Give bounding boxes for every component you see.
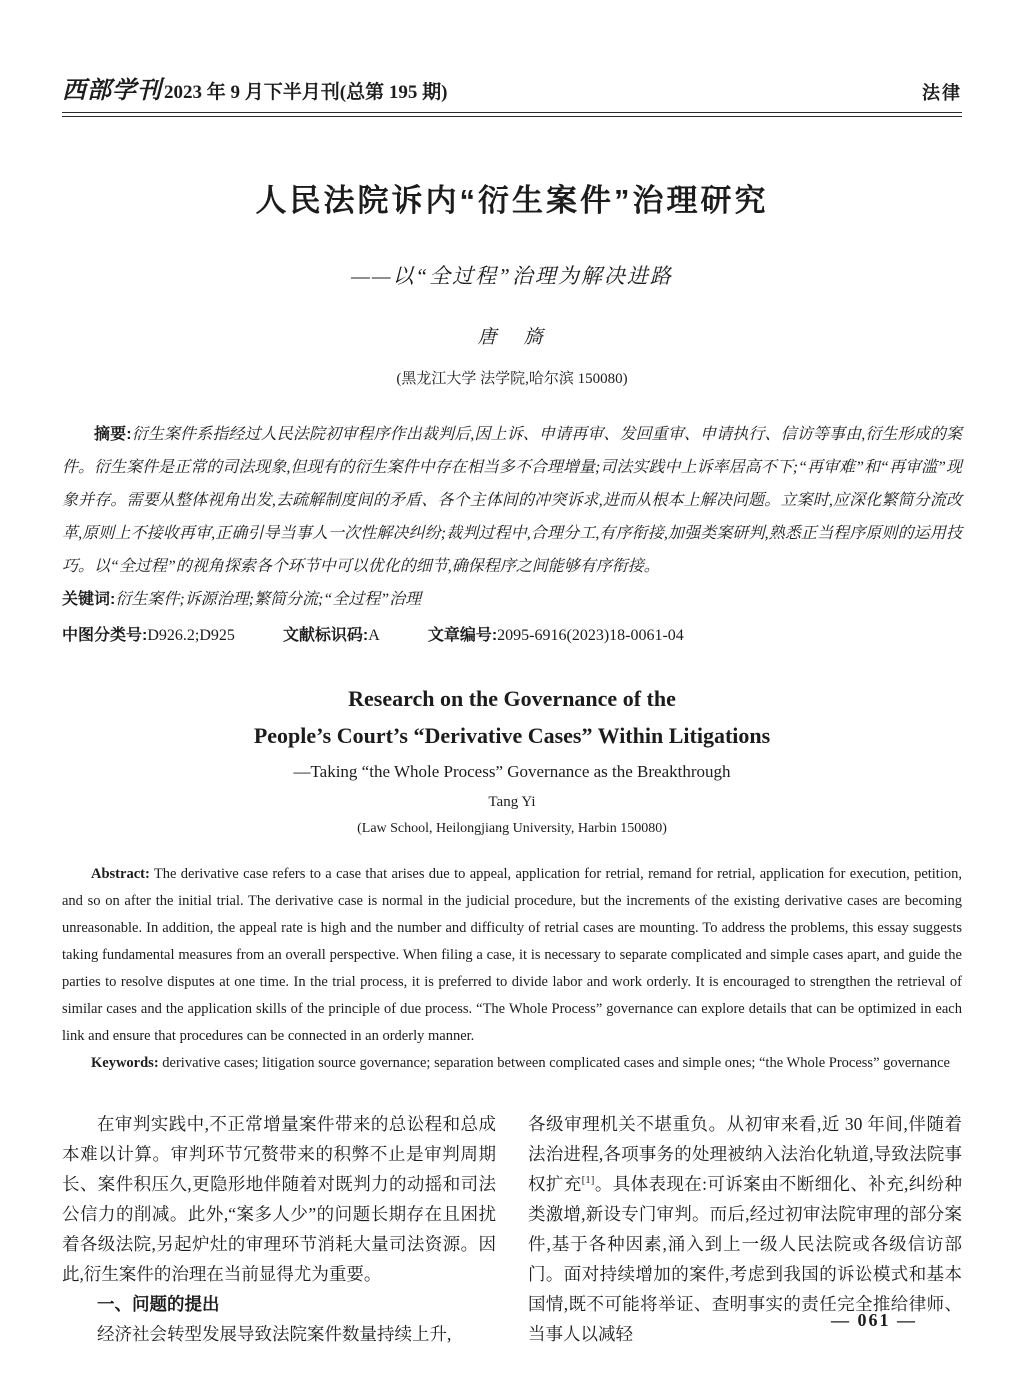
keywords-text-cn: 衍生案件;诉源治理;繁简分流;“全过程”治理 bbox=[115, 591, 422, 608]
abstract-text-cn: 衍生案件系指经过人民法院初审程序作出裁判后,因上诉、申请再审、发回重审、申请执行、信访等事由,衍生形成的案件。衍生案件是正常的司法现象,但现有的衍生案件中存在相当多不合理增量;司法实践中上诉率居高不下;“再审难”和“再审滥”现象并存。需要从整体视角出发,去疏解制度间的矛盾、各个主体间的冲突诉求,进而从根本上解决问题。立案时,应深化繁简分流改革,原则上不接收再审,正确引导当事人一次性解决纠纷;裁判过程中,合理分工,有序衔接,加强类案研判,熟悉正当程序原则的运用技巧。以“全过程”的视角探索各个环节中可以优化的细节,确保程序之间能够有序衔接。 bbox=[62, 426, 962, 575]
body-column-left bbox=[62, 1109, 496, 1349]
article-id-value: 2095-6916(2023)18-0061-04 bbox=[497, 627, 684, 644]
keywords-label-cn: 关键词: bbox=[62, 591, 116, 608]
body-text-after-ref: 。具体表现在:可诉案由不断细化、补充,纠纷种类激增,新设专门审判。而后,经过初审法院审理的部分案件,基于各种因素,涌入到上一级人民法院或各级信访部门。面对持续增加的案件,考虑到我国的诉讼模式和基本国情,既不可能将举证、查明事实的责任完全推给律师、当事人以减轻 bbox=[528, 1174, 962, 1344]
clc-value: D926.2;D925 bbox=[147, 627, 235, 644]
footnote-ref-1: [1] bbox=[581, 1174, 595, 1187]
header-divider bbox=[62, 112, 962, 117]
document-code-value: A bbox=[368, 627, 380, 644]
article-title-en-line1: Research on the Governance of the bbox=[348, 686, 676, 711]
body-columns bbox=[62, 1109, 962, 1349]
abstract-block-en bbox=[62, 861, 962, 1077]
author-name-en: Tang Yi bbox=[488, 794, 536, 810]
issue-info: 2023 年 9 月下半月刊(总第 195 期) bbox=[164, 82, 448, 103]
document-code-label: 文献标识码: bbox=[282, 627, 369, 644]
abstract-text-en: The derivative case refers to a case that arises due to appeal, application for retrial, remand for retrial, application for execution, petition, and so on after the initial trial. The derivative case is normal in the judicial procedure, but the increments of the existing derivative cases are becoming unreasonable. In addition, the appeal rate is high and the number and difficulty of retrial cases are mounting. To address the problems, this essay suggests taking fundamental measures from an overall perspective. When filing a case, it is necessary to separate complicated and simple cases apart, and guide the parties to resolve disputes at one time. In the trial process, it is preferred to divide labor and work orderly. It is encouraged to strengthen the retrieval of similar cases and the application skills of the principle of due process. “The Whole Process” governance can explore details that can be optimized in each link and ensure that procedures can be connected in an orderly manner. bbox=[62, 866, 962, 1044]
article-title-en-line2: People’s Court’s “Derivative Cases” Within Litigations bbox=[253, 723, 771, 748]
article-subtitle-en: —Taking “the Whole Process” Governance as the Breakthrough bbox=[293, 762, 731, 781]
author-name-cn: 唐 旖 bbox=[477, 327, 547, 348]
body-text-before-ref: 各级审理机关不堪重负。从初审来看,近 30 年间,伴随着法治进程,各项事务的处理被纳入法治化轨道,导致法院事权扩充 bbox=[528, 1114, 962, 1194]
keywords-paragraph-cn bbox=[62, 583, 962, 616]
section-heading-1: 一、问题的提出 bbox=[97, 1294, 220, 1314]
abstract-paragraph-en bbox=[62, 861, 962, 1050]
abstract-label-en: Abstract: bbox=[91, 866, 150, 882]
abstract-paragraph-cn bbox=[62, 418, 962, 583]
journal-logo: 西部学刊 bbox=[62, 75, 162, 104]
author-affiliation-cn: (黑龙江大学 法学院,哈尔滨 150080) bbox=[396, 371, 628, 387]
page-number: — 061 — bbox=[831, 1310, 917, 1330]
keywords-text-en: derivative cases; litigation source governance; separation between complicated cases and simple ones; “the Whole Process” governance bbox=[158, 1055, 950, 1071]
section-label: 法律 bbox=[922, 83, 962, 103]
document-code bbox=[283, 627, 380, 644]
author-affiliation-en: (Law School, Heilongjiang University, Harbin 150080) bbox=[357, 821, 667, 836]
abstract-block-cn bbox=[62, 418, 962, 650]
article-meta-line bbox=[62, 622, 962, 650]
body-paragraph-1: 在审判实践中,不正常增量案件带来的总讼程和总成本难以计算。审判环节冗赘带来的积弊不止是审判周期长、案件积压久,更隐形地伴随着对既判力的动摇和司法公信力的削减。此外,“案多人少”的问题长期存在且困扰着各级法院,另起炉灶的审理环节消耗大量司法资源。因此,衍生案件的治理在当前显得尤为重要。 bbox=[62, 1114, 496, 1284]
page-header bbox=[62, 70, 962, 105]
article-id bbox=[428, 627, 684, 644]
body-paragraph-2-start: 经济社会转型发展导致法院案件数量持续上升, bbox=[97, 1324, 452, 1344]
article-subtitle-cn: ——以“全过程”治理为解决进路 bbox=[351, 264, 673, 288]
journal-masthead bbox=[62, 70, 447, 105]
abstract-label-cn: 摘要: bbox=[94, 426, 132, 443]
clc-number bbox=[62, 627, 235, 644]
keywords-paragraph-en bbox=[62, 1050, 962, 1077]
article-title-en bbox=[62, 680, 962, 754]
keywords-label-en: Keywords: bbox=[91, 1055, 159, 1071]
article-id-label: 文章编号: bbox=[427, 627, 498, 644]
clc-label: 中图分类号: bbox=[62, 627, 148, 644]
article-title-cn: 人民法院诉内“衍生案件”治理研究 bbox=[255, 183, 769, 218]
